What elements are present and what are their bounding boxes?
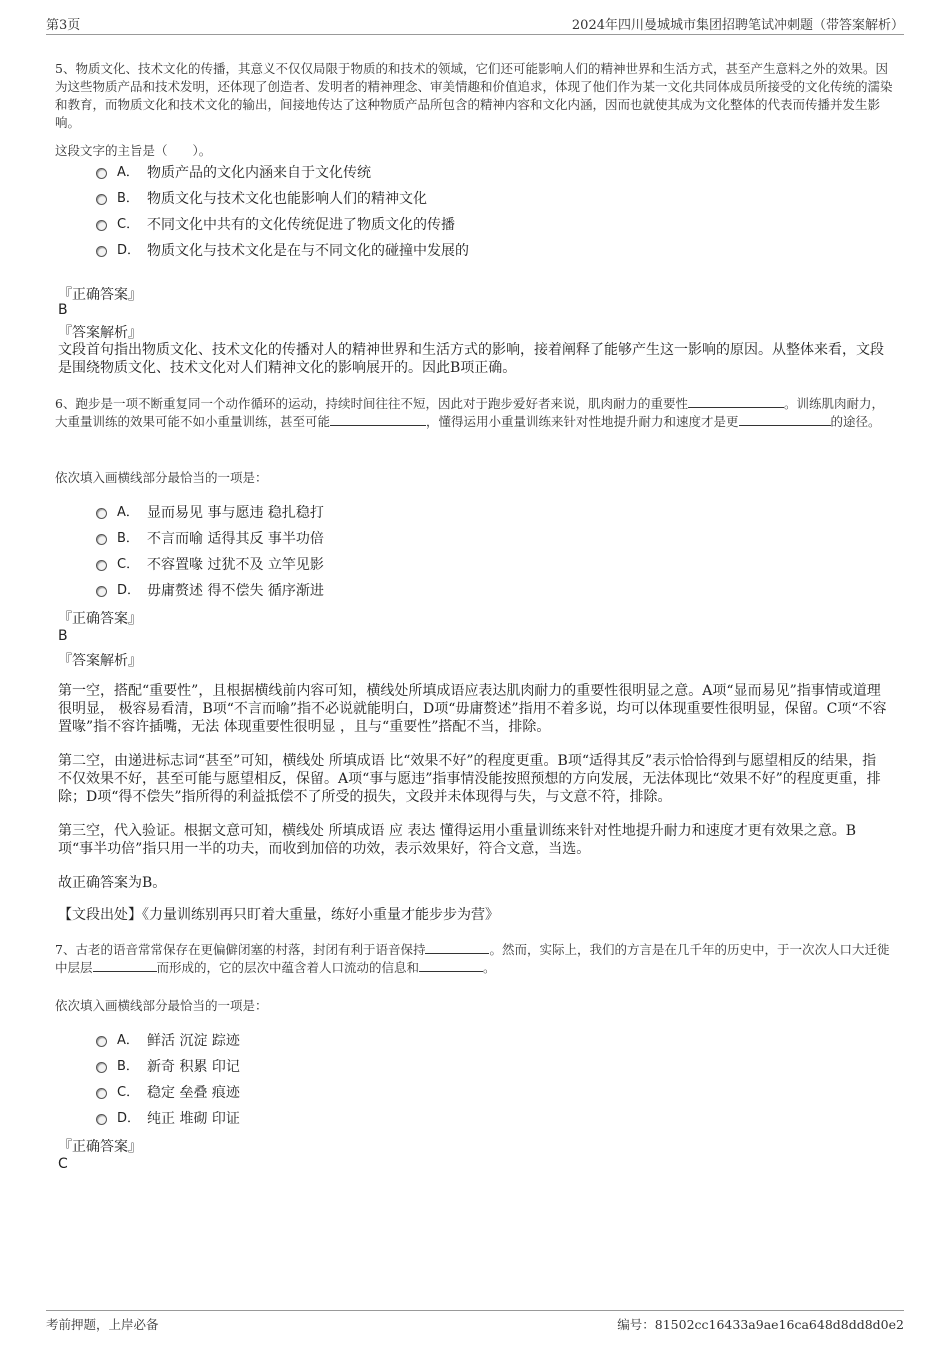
radio-icon[interactable] (96, 1062, 107, 1073)
page-header (46, 14, 904, 35)
radio-icon[interactable] (96, 508, 107, 519)
blank-3 (739, 413, 831, 426)
q7-answer: C (58, 1156, 68, 1172)
radio-icon[interactable] (96, 1088, 107, 1099)
page-number: 第3页 (46, 18, 81, 33)
radio-icon[interactable] (96, 560, 107, 571)
radio-icon[interactable] (96, 1114, 107, 1125)
question-7-stem: 7、古老的语音常常保存在更偏僻闭塞的村落，封闭有利于语音保持 。然而，实际上，我们的方言是在几千年的历史中，于一次次人口大迁徙中层层 而形成的，它的层次中蕴含着人口流动的信息和 。 (55, 942, 890, 975)
q6-answer: B (58, 628, 68, 644)
q6-source: 【文段出处】《力量训练别再只盯着大重量，练好小重量才能步步为营》 (58, 907, 499, 923)
blank-2 (93, 959, 157, 972)
q7-option-c[interactable]: C． 稳定 垒叠 痕迹 (96, 1084, 240, 1102)
q6-analysis-label: 『答案解析』 (58, 653, 142, 669)
question-5-prompt: 这段文字的主旨是（ ）。 (55, 143, 212, 158)
q6-option-a[interactable]: A． 显而易见 事与愿违 稳扎稳打 (96, 504, 324, 522)
q6-answer-label: 『正确答案』 (58, 611, 142, 627)
blank-1 (688, 395, 784, 408)
q6-option-d[interactable]: D． 毋庸赘述 得不偿失 循序渐进 (96, 582, 324, 600)
radio-icon[interactable] (96, 586, 107, 597)
blank-2 (330, 413, 426, 426)
q7-option-a[interactable]: A． 鲜活 沉淀 踪迹 (96, 1032, 240, 1050)
q5-option-a[interactable]: A． 物质产品的文化内涵来自于文化传统 (96, 164, 371, 182)
q6-analysis-p2: 第二空，由递进标志词“甚至”可知，横线处 所填成语 比“效果不好”的程度更重。B项“适得其反”表示恰恰得到与愿望相反的结果，指不仅效果不好，甚至可能与愿望相反，保留。A项“事与愿违”指事情没能按照预想的方向发展，无法体现比“效果不好”的程度更重，排除；D项“得不偿失”指所得的利益抵偿不了所受的损失，文段并未体现得与失，与文意不符，排除。 (58, 753, 881, 805)
q5-option-d[interactable]: D． 物质文化与技术文化是在与不同文化的碰撞中发展的 (96, 242, 469, 260)
footer-slogan: 考前押题，上岸必备 (46, 1317, 159, 1332)
radio-icon[interactable] (96, 534, 107, 545)
q6-analysis-p1: 第一空，搭配“重要性”，且根据横线前内容可知，横线处所填成语应表达肌肉耐力的重要性很明显之意。A项“显而易见”指事情或道理很明显， 极容易看清，B项“不言而喻”指不必说就能明白，D项“毋庸赘述”指用不着多说，均可以体现重要性很明显，保留。C项“不容置喙”指不容许插嘴，无法 体现重要性很明显 ，且与“重要性”搭配不当，排除。 (58, 683, 887, 735)
blank-1 (425, 941, 489, 954)
radio-icon[interactable] (96, 220, 107, 231)
radio-icon[interactable] (96, 194, 107, 205)
q5-answer: B (58, 302, 68, 318)
q6-option-c[interactable]: C． 不容置喙 过犹不及 立竿见影 (96, 556, 324, 574)
q5-analysis: 文段首句指出物质文化、技术文化的传播对人的精神世界和生活方式的影响，接着阐释了能够产生这一影响的原因。从整体来看，文段是围绕物质文化、技术文化对人们精神文化的影响展开的。因此B项正确。 (58, 342, 884, 376)
q7-option-d[interactable]: D． 纯正 堆砌 印证 (96, 1110, 240, 1128)
page-footer (46, 1310, 904, 1335)
q6-analysis-p3: 第三空，代入验证。根据文意可知，横线处 所填成语 应 表达 懂得运用小重量训练来针对性地提升耐力和速度才更有效果之意。B项“事半功倍”指只用一半的功夫，而收到加倍的功效，表示效果好，符合文意，当选。 (58, 823, 857, 857)
q5-option-c[interactable]: C． 不同文化中共有的文化传统促进了物质文化的传播 (96, 216, 455, 234)
question-6-stem: 6、跑步是一项不断重复同一个动作循环的运动，持续时间往往不短，因此对于跑步爱好者来说，肌肉耐力的重要性 。训练肌肉耐力，大重量训练的效果可能不如小重量训练，甚至可能 ，懂得运用小重量训练来针对性地提升耐力和速度才是更 的途径。 (55, 396, 884, 429)
q5-answer-label: 『正确答案』 (58, 287, 142, 303)
q7-answer-label: 『正确答案』 (58, 1139, 142, 1155)
radio-icon[interactable] (96, 168, 107, 179)
question-7-prompt: 依次填入画横线部分最恰当的一项是： (55, 998, 268, 1013)
question-6-prompt: 依次填入画横线部分最恰当的一项是： (55, 470, 268, 485)
q7-option-b[interactable]: B． 新奇 积累 印记 (96, 1058, 240, 1076)
radio-icon[interactable] (96, 1036, 107, 1047)
question-5-stem: 5、物质文化、技术文化的传播，其意义不仅仅局限于物质的和技术的领域，它们还可能影响人们的精神世界和生活方式，甚至产生意料之外的效果。因为这些物质产品和技术发明，还体现了创造者、发明者的精神理念、审美情趣和价值追求，体现了他们作为某一文化共同体成员所接受的文化传统的濡染和教育，而物质文化和技术文化的输出，间接地传达了这种物质产品所包含的精神内容和文化内涵，因而也就使其成为文化整体的代表而传播并发生影响。 (55, 61, 893, 130)
q6-option-b[interactable]: B． 不言而喻 适得其反 事半功倍 (96, 530, 324, 548)
q6-analysis-p4: 故正确答案为B。 (58, 875, 167, 891)
blank-3 (419, 959, 483, 972)
q5-option-b[interactable]: B． 物质文化与技术文化也能影响人们的精神文化 (96, 190, 427, 208)
q5-analysis-label: 『答案解析』 (58, 325, 142, 341)
radio-icon[interactable] (96, 246, 107, 257)
footer-doc-id: 编号：81502cc16433a9ae16ca648d8dd8d0e2 (617, 1317, 904, 1332)
document-title: 2024年四川曼城城市集团招聘笔试冲刺题（带答案解析） (571, 18, 904, 33)
